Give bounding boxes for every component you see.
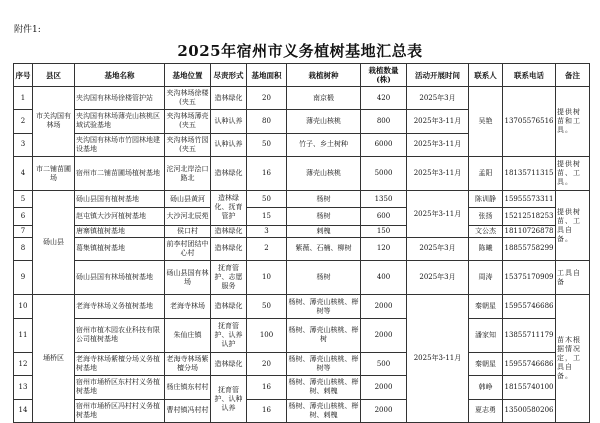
table-row [14, 208, 590, 225]
cell-qty: 420 [361, 87, 407, 110]
cell-area: 3 [247, 225, 287, 237]
cell-qty: 150 [361, 225, 407, 237]
table-row [14, 191, 590, 208]
cell-base-name: 老海寺林场紫檀分场义务植树基地 [75, 353, 165, 376]
cell-no: 2 [14, 110, 33, 133]
cell-area: 50 [247, 295, 287, 318]
cell-qty: 5000 [361, 156, 407, 190]
cell-contact: 秦朝星 [469, 353, 503, 376]
cell-species: 杨树、薄壳山核桃、榉树等 [287, 295, 361, 318]
cell-species: 杨树、薄壳山核桃、榉树、刺槐 [287, 376, 361, 399]
cell-location: 夹沟林场薄壳(夹五 [165, 110, 211, 133]
cell-no: 5 [14, 191, 33, 208]
cell-note: 提供树苗和工具。 [556, 87, 590, 157]
cell-county: 埇桥区 [33, 295, 75, 423]
cell-base-name: 砀山县国有植树基地 [75, 191, 165, 208]
cell-time: 2025年3-11月 [407, 156, 469, 190]
cell-qty: 1350 [361, 191, 407, 208]
cell-form: 认种认养 [211, 110, 247, 133]
cell-no: 13 [14, 376, 33, 399]
cell-area: 16 [247, 376, 287, 399]
planting-base-table [13, 63, 590, 423]
cell-location: 大沙河北辰苑 [165, 208, 211, 225]
cell-contact: 孟阳 [469, 156, 503, 190]
cell-species: 杨树 [287, 208, 361, 225]
cell-time: 2025年3月 [407, 261, 469, 295]
cell-phone: 13705576516 [503, 87, 556, 157]
table-row [14, 376, 590, 399]
cell-qty: 800 [361, 110, 407, 133]
cell-species: 薄壳山核桃 [287, 110, 361, 133]
cell-species: 薄壳山核桃 [287, 156, 361, 190]
table-row [14, 399, 590, 422]
cell-contact: 秦朝星 [469, 295, 503, 318]
col-header: 基地名称 [75, 64, 165, 87]
cell-phone: 18855758299 [503, 237, 556, 260]
table-row [14, 295, 590, 318]
cell-qty: 2000 [361, 399, 407, 422]
cell-form: 造林绿化 [211, 353, 247, 376]
cell-time: 2025年3月 [407, 237, 469, 260]
cell-qty: 2000 [361, 295, 407, 318]
cell-qty: 600 [361, 208, 407, 225]
cell-form: 抚育管护、志愿服务 [211, 261, 247, 295]
cell-time: 2025年3-11月 [407, 110, 469, 133]
header-row [14, 64, 590, 87]
cell-area: 16 [247, 399, 287, 422]
cell-phone: 18135711315 [503, 156, 556, 190]
cell-no: 4 [14, 156, 33, 190]
col-header: 活动开展时间 [407, 64, 469, 87]
cell-location: 老海寺林场 [165, 295, 211, 318]
cell-base-name: 夹沟国有林场徐楼管护站 [75, 87, 165, 110]
cell-species: 杨树、薄壳山核桃、榉树等 [287, 353, 361, 376]
cell-species: 杨树 [287, 191, 361, 208]
cell-base-name: 宿州市埇桥区冯村村义务植树基地 [75, 399, 165, 422]
cell-area: 50 [247, 133, 287, 156]
cell-location: 朱仙庄镇 [165, 318, 211, 352]
cell-phone: 18155740100 [503, 376, 556, 399]
cell-base-name: 赵屯镇大沙河植树基地 [75, 208, 165, 225]
table-row [14, 318, 590, 352]
cell-species: 竹子、乡土树种 [287, 133, 361, 156]
cell-form: 造林绿化 [211, 295, 247, 318]
cell-base-name: 葛集镇植树基地 [75, 237, 165, 260]
cell-note: 工具自备 [556, 261, 590, 295]
col-header: 备注 [556, 64, 590, 87]
cell-location: 前李村团结中心村 [165, 237, 211, 260]
cell-no: 9 [14, 261, 33, 295]
table-row [14, 156, 590, 190]
cell-form: 认种认养 [211, 133, 247, 156]
cell-contact: 张扬 [469, 208, 503, 225]
cell-qty: 6000 [361, 133, 407, 156]
cell-location: 老海寺林场紫檀分场 [165, 353, 211, 376]
cell-base-name: 宿州市植木园农业科技有限公司植树基地 [75, 318, 165, 352]
cell-no: 1 [14, 87, 33, 110]
cell-area: 2 [247, 237, 287, 260]
cell-note: 提供树苗、工具自备。 [556, 191, 590, 261]
cell-base-name: 老海寺林场义务植树基地 [75, 295, 165, 318]
cell-contact: 夏志勇 [469, 399, 503, 422]
cell-form: 造林绿化 [211, 237, 247, 260]
cell-no: 12 [14, 353, 33, 376]
cell-form: 造林绿化 [211, 156, 247, 190]
cell-base-name: 宿州市二铺苗圃场植树基地 [75, 156, 165, 190]
cell-qty: 2000 [361, 318, 407, 352]
cell-no: 10 [14, 295, 33, 318]
cell-species: 杨树、薄壳山核桃、榉树、刺槐 [287, 399, 361, 422]
cell-note: 提供树苗、工具。 [556, 156, 590, 190]
cell-location: 沱河北岸浍口路北 [165, 156, 211, 190]
cell-phone: 18110726878 [503, 225, 556, 237]
col-header: 尽责形式 [211, 64, 247, 87]
cell-phone: 13855711179 [503, 318, 556, 352]
col-header: 基地位置 [165, 64, 211, 87]
cell-base-name: 夹沟国有林场市竹园林地建设基地 [75, 133, 165, 156]
cell-area: 20 [247, 353, 287, 376]
cell-base-name: 夹沟国有林场薄壳山核桃区域试验基地 [75, 110, 165, 133]
col-header: 栽植树种 [287, 64, 361, 87]
attachment-label: 附件1: [14, 25, 41, 35]
cell-qty: 120 [361, 237, 407, 260]
cell-time: 2025年3月 [407, 87, 469, 110]
cell-form: 抚育管护、认养认护 [211, 318, 247, 352]
cell-time: 2025年3-11月 [407, 191, 469, 238]
cell-location: 侯口村 [165, 225, 211, 237]
cell-no: 7 [14, 225, 33, 237]
col-header: 序号 [14, 64, 33, 87]
cell-no: 6 [14, 208, 33, 225]
cell-phone: 15955746686 [503, 353, 556, 376]
cell-species: 南京椴 [287, 87, 361, 110]
cell-area: 10 [247, 261, 287, 295]
cell-county: 市关沟国有林场 [33, 87, 75, 157]
cell-species: 刺槐 [287, 225, 361, 237]
cell-area: 100 [247, 318, 287, 352]
cell-area: 80 [247, 110, 287, 133]
table-row [14, 261, 590, 295]
col-header: 联系电话 [503, 64, 556, 87]
cell-base-name: 唐寨镇植树基地 [75, 225, 165, 237]
cell-qty: 2000 [361, 376, 407, 399]
cell-species: 杨树 [287, 261, 361, 295]
cell-qty: 400 [361, 261, 407, 295]
cell-time: 2025年3-11月 [407, 133, 469, 156]
cell-county: 砀山县 [33, 191, 75, 295]
cell-species: 杨树、薄壳山核桃、榉树 [287, 318, 361, 352]
cell-contact: 陈训静 [469, 191, 503, 208]
cell-location: 杨庄镇东村村 [165, 376, 211, 399]
cell-no: 11 [14, 318, 33, 352]
table-row [14, 237, 590, 260]
table-row [14, 225, 590, 237]
cell-location: 夹沟林场徐楼(夹五 [165, 87, 211, 110]
cell-phone: 15955573311 [503, 191, 556, 208]
cell-base-name: 砀山县国有林场植树基地 [75, 261, 165, 295]
cell-area: 50 [247, 191, 287, 208]
cell-no: 3 [14, 133, 33, 156]
cell-location: 曹村镇冯村村 [165, 399, 211, 422]
cell-county: 市二铺苗圃场 [33, 156, 75, 190]
cell-contact: 文公杰 [469, 225, 503, 237]
cell-time: 2025年3-11月 [407, 295, 469, 423]
cell-note: 苗木根据情况定，工具自备。 [556, 295, 590, 423]
cell-contact: 周涛 [469, 261, 503, 295]
col-header: 联系人 [469, 64, 503, 87]
cell-form: 抚育管护、认种认养 [211, 376, 247, 423]
cell-species: 紫薇、石楠、柳树 [287, 237, 361, 260]
cell-phone: 15212518253 [503, 208, 556, 225]
cell-location: 砀山县黄河 [165, 191, 211, 208]
cell-form: 造林绿化、抚育管护 [211, 191, 247, 225]
cell-area: 15 [247, 208, 287, 225]
cell-location: 砀山县国有林场 [165, 261, 211, 295]
col-header: 县区 [33, 64, 75, 87]
cell-phone: 15955746686 [503, 295, 556, 318]
cell-contact: 陈曦 [469, 237, 503, 260]
cell-contact: 吴艳 [469, 87, 503, 157]
table-row [14, 353, 590, 376]
cell-phone: 13500580206 [503, 399, 556, 422]
cell-contact: 韩峥 [469, 376, 503, 399]
cell-contact: 潘家知 [469, 318, 503, 352]
cell-no: 14 [14, 399, 33, 422]
cell-location: 夹沟林场竹园(夹五 [165, 133, 211, 156]
col-header: 栽植数量(株) [361, 64, 407, 87]
cell-area: 16 [247, 156, 287, 190]
cell-form: 造林绿化 [211, 87, 247, 110]
col-header: 基地面积 [247, 64, 287, 87]
cell-area: 20 [247, 87, 287, 110]
cell-qty: 500 [361, 353, 407, 376]
table-row [14, 87, 590, 110]
cell-form: 造林绿化 [211, 225, 247, 237]
cell-phone: 15375170909 [503, 261, 556, 295]
cell-base-name: 宿州市埇桥区东村村义务植树基地 [75, 376, 165, 399]
document-title: 2025年宿州市义务植树基地汇总表 [177, 42, 423, 60]
cell-no: 8 [14, 237, 33, 260]
